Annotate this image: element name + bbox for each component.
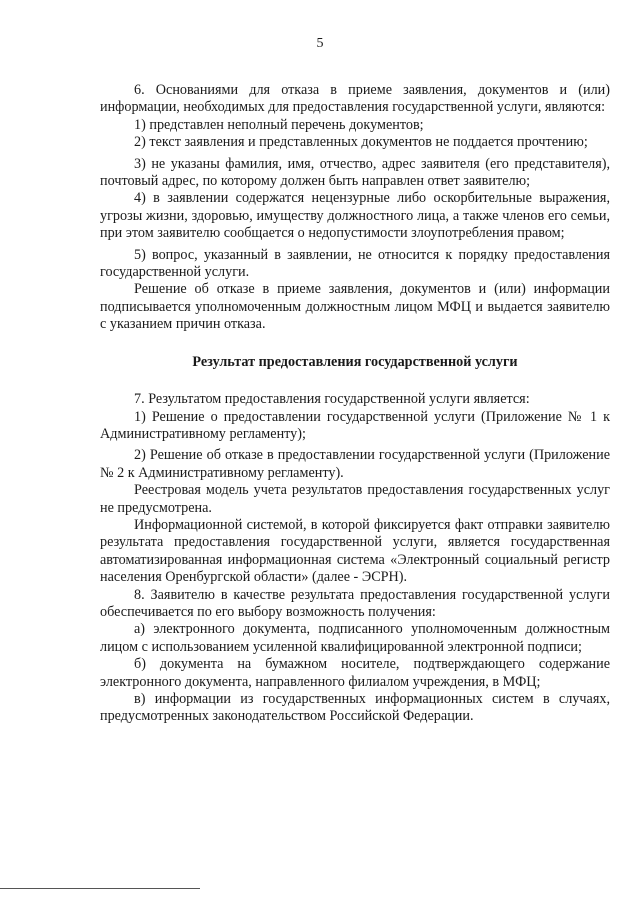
paragraph: Информационной системой, в которой фиксируется факт отправки заявителю результата предоставления государственной услуги, является государственная автоматизированная информационная система «Электронный социальный регистр населения Оренбургской области» (далее - ЭСРН). [100, 516, 610, 586]
list-item: 2) текст заявления и представленных документов не поддается прочтению; [134, 134, 588, 151]
list-item: а) электронного документа, подписанного уполномоченным должностным лицом с использованием усиленной квалифицированной электронной подписи; [100, 621, 610, 655]
list-item: б) документа на бумажном носителе, подтверждающего содержание электронного документа, направленного филиалом учреждения, в МФЦ; [100, 656, 610, 690]
paragraph: 6. Основаниями для отказа в приеме заявления, документов и (или) информации, необходимых для предоставления государственной услуги, являются: [100, 82, 610, 116]
list-item: 4) в заявлении содержатся нецензурные либо оскорбительные выражения, угрозы жизни, здоровью, имуществу должностного лица, а также членов его семьи, при этом заявителю сообщается о недопустимости злоупотребления правом; [100, 190, 610, 242]
section-heading: Результат предоставления государственной услуги [192, 353, 518, 370]
paragraph: Реестровая модель учета результатов предоставления государственных услуг не предусмотрена. [100, 482, 610, 516]
footer-divider [0, 888, 200, 889]
page-number: 5 [316, 36, 324, 51]
list-item: 5) вопрос, указанный в заявлении, не относится к порядку предоставления государственной услуги. [100, 246, 610, 281]
paragraph: 8. Заявителю в качестве результата предоставления государственной услуги обеспечивается по его выбору возможность получения: [100, 586, 610, 620]
list-item: 3) не указаны фамилия, имя, отчество, адрес заявителя (его представителя), почтовый адрес, по которому должен быть направлен ответ заявителю; [100, 155, 610, 190]
list-item: 2) Решение об отказе в предоставлении государственной услуги (Приложение № 2 к Административному регламенту). [100, 447, 610, 481]
list-item: 1) представлен неполный перечень документов; [134, 116, 424, 133]
list-item: в) информации из государственных информационных систем в случаях, предусмотренных законодательством Российской Федерации. [100, 691, 610, 725]
paragraph: 7. Результатом предоставления государственной услуги является: [134, 391, 530, 408]
list-item: 1) Решение о предоставлении государственной услуги (Приложение № 1 к Административному регламенту); [100, 408, 610, 442]
document-body [100, 82, 610, 726]
paragraph: Решение об отказе в приеме заявления, документов и (или) информации подписывается уполномоченным должностным лицом МФЦ и выдается заявителю с указанием причин отказа. [100, 281, 610, 333]
